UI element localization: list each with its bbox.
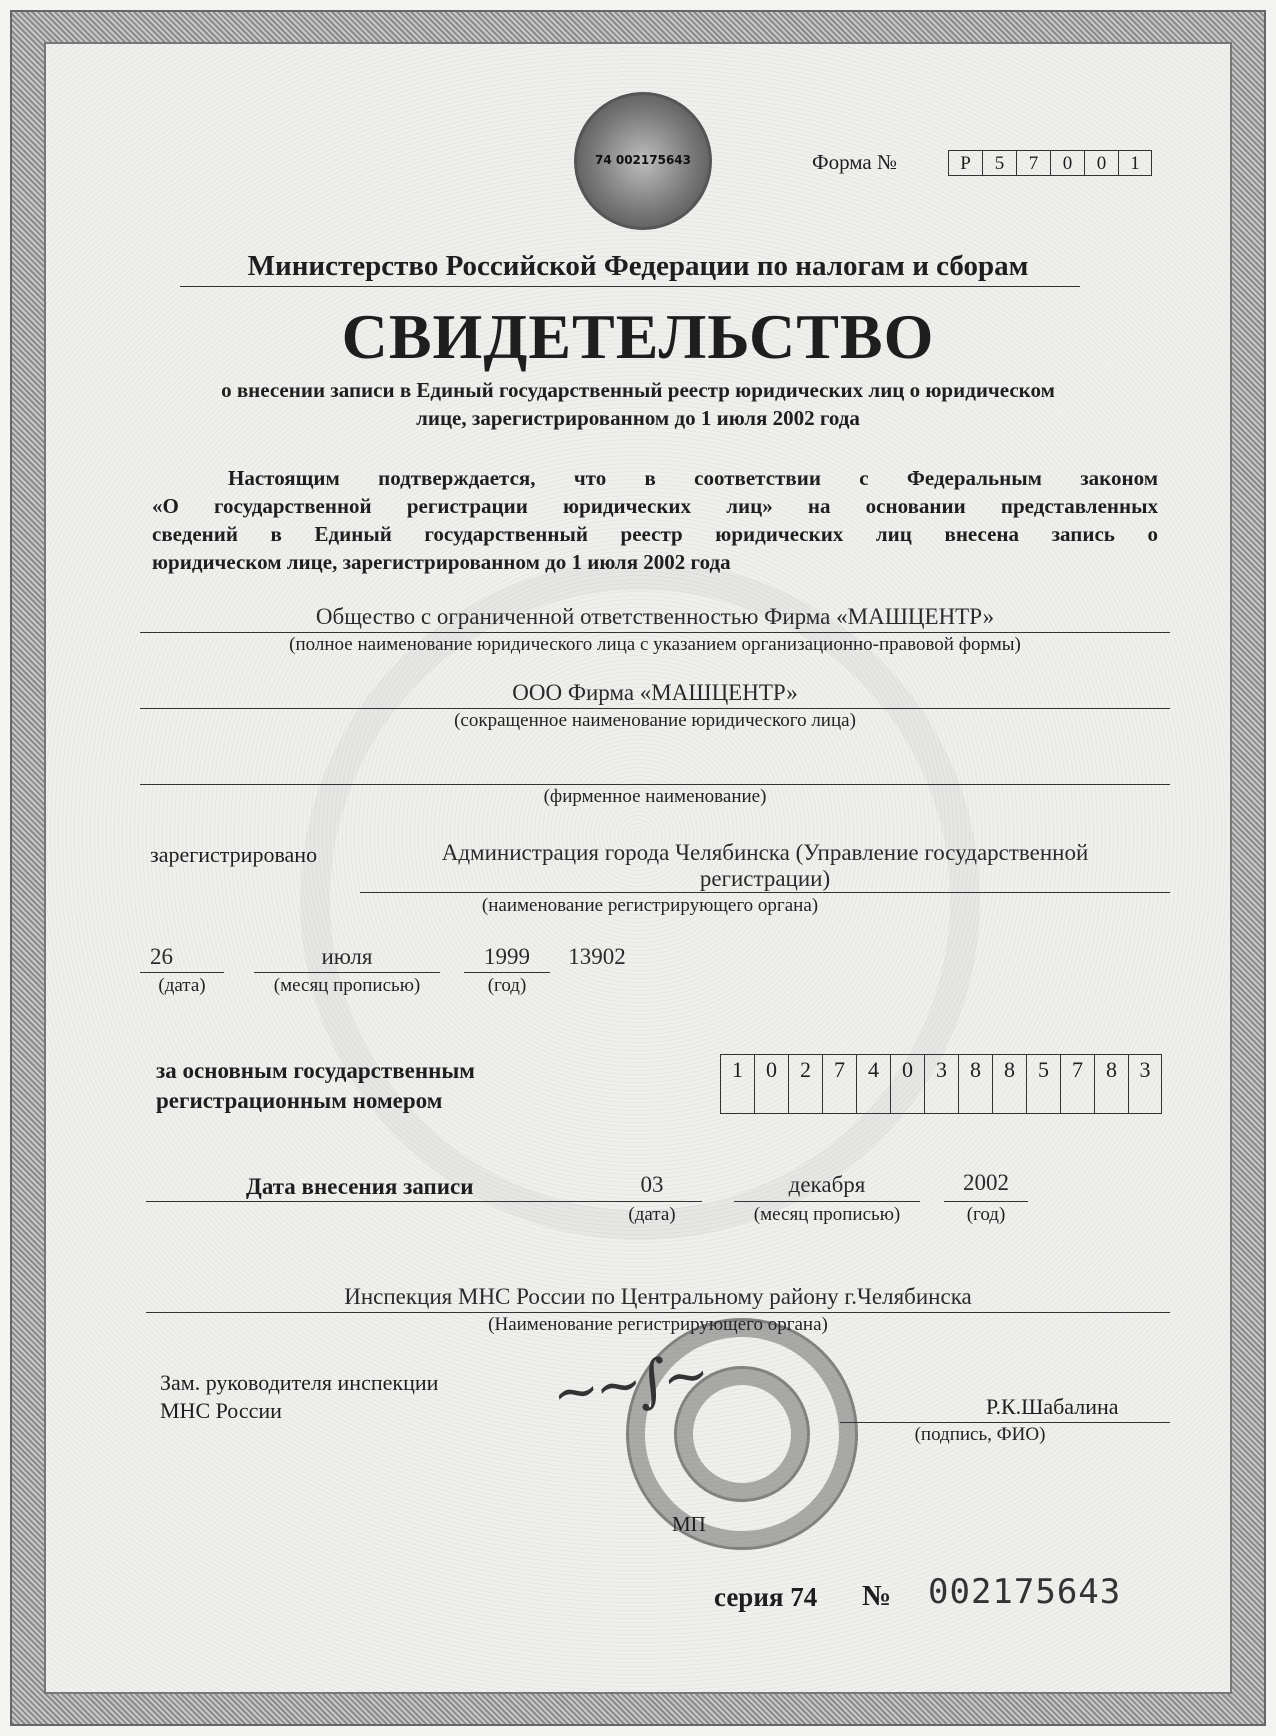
body-line-2: «О государственной регистрации юридических лиц» на основании представленных — [152, 494, 1158, 518]
entry-day-value: 03 — [640, 1172, 664, 1197]
inspection-line — [146, 1312, 1170, 1313]
entry-date-label: Дата внесения записи — [246, 1174, 474, 1199]
subtitle-line-1: о внесении записи в Единый государственный реестр юридических лиц о юридическом — [221, 378, 1055, 402]
ogrn-digit-cell: 0 — [890, 1054, 924, 1114]
ogrn-digit-cell: 3 — [1128, 1054, 1162, 1114]
reg-year-line — [464, 972, 550, 973]
form-label: Форма № — [812, 150, 898, 174]
entry-day-caption: (дата) — [628, 1204, 676, 1225]
full-name-line — [140, 632, 1170, 633]
firm-name-caption: (фирменное наименование) — [543, 786, 767, 807]
ogrn-digit-cell: 8 — [992, 1054, 1026, 1114]
entry-date-label-line — [146, 1201, 702, 1202]
signer-name: Р.К.Шабалина — [986, 1394, 1119, 1419]
signer-position-line-1: Зам. руководителя инспекции — [160, 1370, 439, 1395]
ogrn-digit-cell: 1 — [720, 1054, 754, 1114]
body-line-1: Настоящим подтверждается, что в соответствии с Федеральным законом — [228, 466, 1158, 490]
entry-month-line — [734, 1201, 920, 1202]
ogrn-label-line-1: за основным государственным — [156, 1058, 475, 1083]
reg-day-line — [140, 972, 224, 973]
ministry-underline — [180, 286, 1080, 287]
short-name-value: ООО Фирма «МАШЦЕНТР» — [512, 680, 798, 705]
inspection-value: Инспекция МНС России по Центральному району г.Челябинска — [344, 1284, 972, 1309]
reg-month-line — [254, 972, 440, 973]
form-code-cell: 1 — [1118, 150, 1152, 176]
reg-day-value: 26 — [150, 944, 173, 969]
entry-year-line — [944, 1201, 1028, 1202]
reg-year-caption: (год) — [487, 975, 527, 996]
signer-position-line-2: МНС России — [160, 1398, 282, 1423]
form-code-cell: 0 — [1050, 150, 1084, 176]
reg-month-caption: (месяц прописью) — [273, 975, 421, 996]
ogrn-cells — [720, 1054, 1162, 1114]
body-line-3: сведений в Единый государственный реестр юридических лиц внесена запись о — [152, 522, 1158, 546]
ogrn-digit-cell: 4 — [856, 1054, 890, 1114]
document-title: СВИДЕТЕЛЬСТВО — [341, 301, 935, 372]
ogrn-digit-cell: 8 — [958, 1054, 992, 1114]
ogrn-digit-cell: 7 — [822, 1054, 856, 1114]
ogrn-digit-cell: 2 — [788, 1054, 822, 1114]
ogrn-digit-cell: 8 — [1094, 1054, 1128, 1114]
subtitle-line-2: лице, зарегистрированном до 1 июля 2002 года — [416, 406, 860, 430]
signer-line — [840, 1422, 1170, 1423]
body-line-4: юридическом лице, зарегистрированном до 1 июля 2002 года — [152, 550, 731, 574]
entry-month-value: декабря — [788, 1172, 866, 1197]
form-code-cell: Р — [948, 150, 982, 176]
signature-mark: ~~∫~ — [548, 1341, 710, 1428]
entry-year-value: 2002 — [963, 1170, 1009, 1195]
firm-name-line — [140, 784, 1170, 785]
form-code-cell: 5 — [982, 150, 1016, 176]
form-code-cell: 0 — [1084, 150, 1118, 176]
full-name-caption: (полное наименование юридического лица с указанием организационно-правовой формы) — [289, 634, 1021, 655]
reg-number-value: 13902 — [568, 944, 626, 969]
hologram-seal-label: 74 002175643 — [594, 153, 692, 167]
entry-month-caption: (месяц прописью) — [753, 1204, 901, 1225]
series-no-label: № — [862, 1580, 892, 1612]
ogrn-digit-cell: 0 — [754, 1054, 788, 1114]
series-label: серия 74 — [714, 1582, 818, 1612]
signer-caption: (подпись, ФИО) — [914, 1424, 1046, 1445]
series-number: 002175643 — [928, 1572, 1122, 1612]
registered-value-line-2: регистрации) — [699, 866, 831, 891]
registered-line — [360, 892, 1170, 893]
form-code-cells — [948, 150, 1152, 176]
ogrn-digit-cell: 5 — [1026, 1054, 1060, 1114]
full-name-value: Общество с ограниченной ответственностью Фирма «МАШЦЕНТР» — [315, 604, 995, 629]
hologram-seal — [574, 92, 712, 230]
registered-value-line-1: Администрация города Челябинска (Управление государственной — [441, 840, 1089, 865]
short-name-caption: (сокращенное наименование юридического лица) — [454, 710, 856, 731]
form-code-cell: 7 — [1016, 150, 1050, 176]
reg-month-value: июля — [321, 944, 373, 969]
short-name-line — [140, 708, 1170, 709]
inspection-caption: (Наименование регистрирующего органа) — [488, 1314, 828, 1335]
entry-year-caption: (год) — [966, 1204, 1006, 1225]
ogrn-digit-cell: 7 — [1060, 1054, 1094, 1114]
registered-caption: (наименование регистрирующего органа) — [481, 895, 819, 916]
ministry-heading: Министерство Российской Федерации по налогам и сборам — [247, 250, 1029, 282]
stamp-place-label: МП — [672, 1512, 706, 1536]
registered-label: зарегистрировано — [150, 842, 318, 867]
ogrn-label-line-2: регистрационным номером — [156, 1088, 443, 1113]
reg-day-caption: (дата) — [158, 975, 206, 996]
ogrn-digit-cell: 3 — [924, 1054, 958, 1114]
reg-year-value: 1999 — [484, 944, 530, 969]
